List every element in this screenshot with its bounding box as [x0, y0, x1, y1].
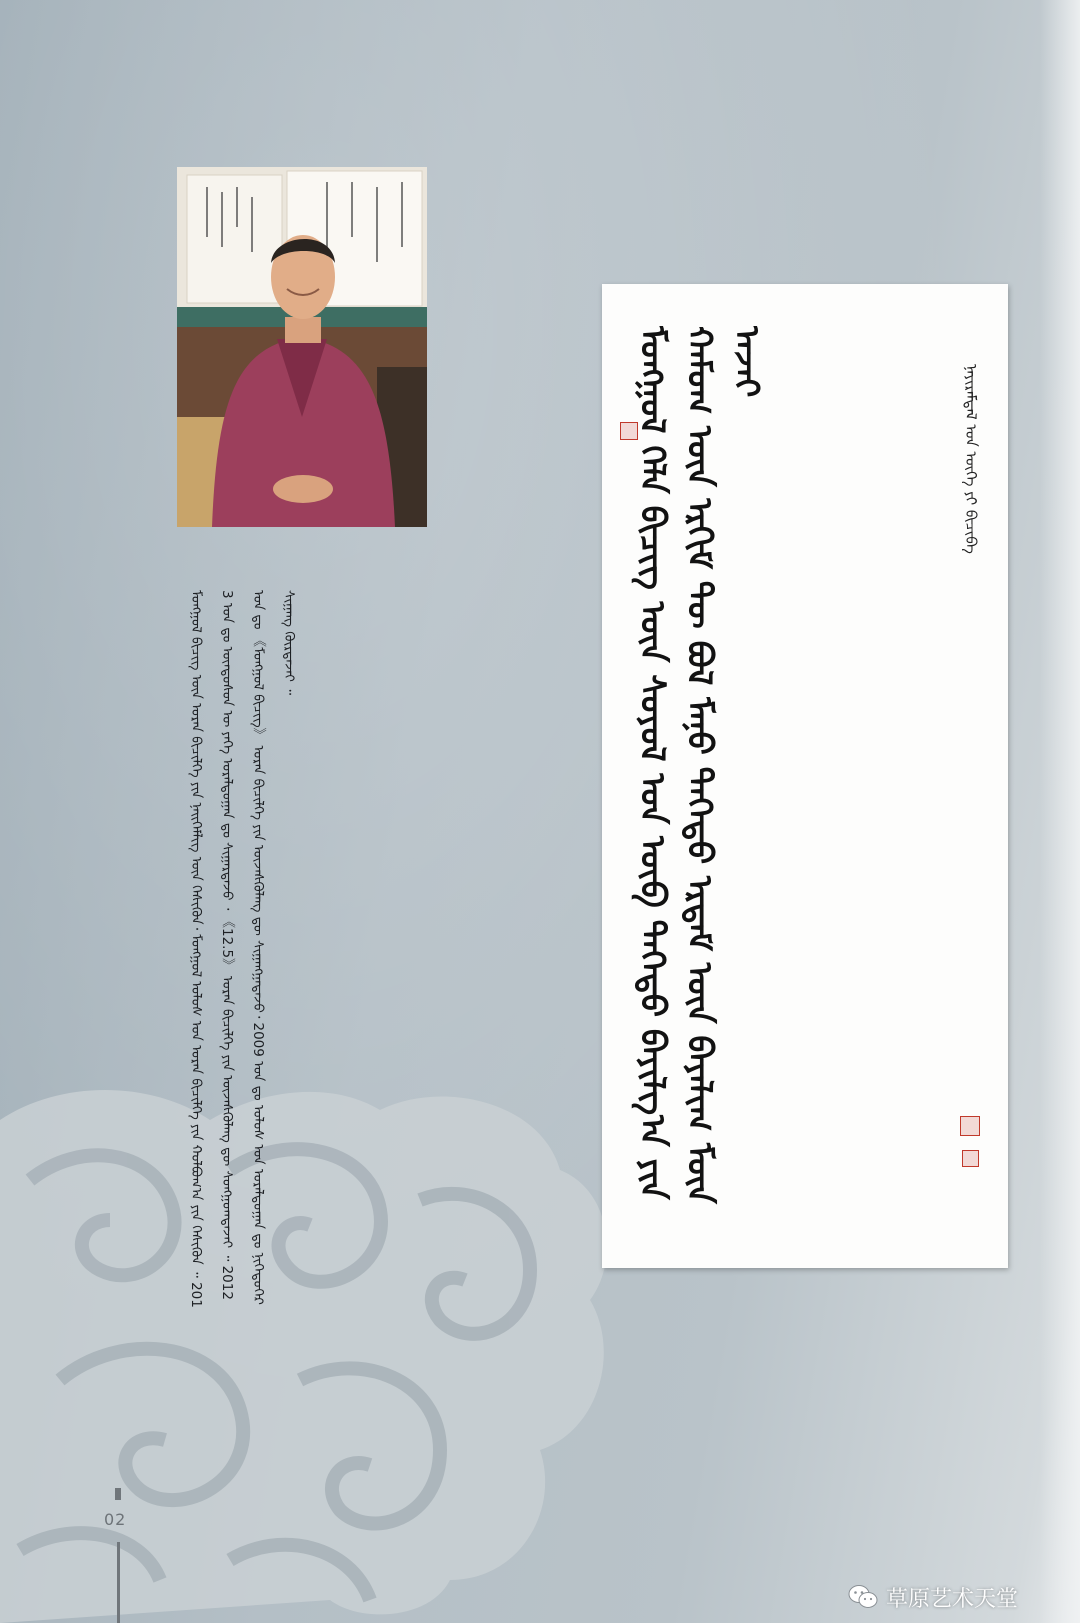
watermark	[848, 1580, 1018, 1614]
article-body: ᠮᠣᠩᠭᠣᠯ ᠪᠢᠴᠢᠭ᠌ ᠦᠨ ᠤᠷᠠᠨ ᠪᠢᠴᠢᠯᠭᠡ ᠶᠢᠨ ᠨᠡᠢᠭᠡᠮᠯᠢᠭ ᠦᠨ ᠭᠡᠰᠢᠭᠦᠨ᠂ ᠮᠣᠩᠭᠣᠯ ᠤᠯᠤᠰ ᠤᠨ ᠤᠷᠠᠨ ᠪᠢᠴᠢᠯᠭᠡ ᠶᠢᠨ ᠬᠣᠯᠪᠣᠭ᠎ᠠ ᠶᠢᠨ ᠭᠡᠰᠢᠭᠦᠨ ᠃ 2013 ᠣᠨ ᠳᠤ ᠦᠨᠳᠦᠰᠦᠨ ᠦ ᠶᠡᠬᠡ ᠤᠷᠠᠯᠳᠤᠭᠠᠨ ᠳᠤ ᠰᠢᠭᠠᠷᠳᠠᠵᠤ ᠂ 《12.5》 ᠤᠷᠠᠨ ᠪᠢᠴᠢᠯᠭᠡ ᠶᠢᠨ ᠦᠵᠡᠰᠬᠦᠯᠡᠩ ᠳᠦ ᠰᠣᠩᠭᠣᠭᠳᠠᠵᠠᠢ ᠃ 2012 ᠣᠨ ᠳᠤ 《ᠮᠣᠩᠭᠣᠯ ᠪᠢᠴᠢᠭ᠌》 ᠤᠷᠠᠨ ᠪᠢᠴᠢᠯᠭᠡ ᠶᠢᠨ ᠦᠵᠡᠰᠬᠦᠯᠡᠩ ᠳᠦ ᠰᠢᠭᠠᠩᠭᠠᠳᠠᠵᠤ᠂ 2009 ᠣᠨ ᠳᠤ ᠤᠯᠤᠰ ᠤᠨ ᠤᠷᠠᠯᠳᠤᠭᠠᠨ ᠳᠤ ᠨᠢᠭᠡᠳᠦᠭᠡᠷ ᠰᠢᠭᠠᠩ ᠬᠦᠷᠲᠡᠵᠡᠢ ᠃	[188, 590, 297, 1308]
seal-stamp-signature	[960, 1116, 980, 1136]
page-number: 02	[104, 1510, 127, 1529]
page-number-rule	[117, 1542, 120, 1623]
calligraphy-colophon: ᠨᠠᠶᠢᠷᠠᠮᠳᠠᠯ ᠤᠨ ᠦᠭᠡ ᠶᠢ ᠪᠢᠴᠢᠪᠡ	[962, 364, 980, 554]
calligraphy-artwork	[602, 284, 1008, 1268]
portrait-photo	[177, 167, 427, 527]
seal-stamp-name	[962, 1150, 979, 1167]
watermark-text: 草原艺术天堂	[886, 1586, 1019, 1612]
wechat-icon	[848, 1584, 878, 1610]
calligraphy-text: ᠮᠣᠩᠭᠣᠯ ᠬᠡᠯᠡ ᠪᠢᠴᠢᠭ᠌ ᠦᠨ ᠰᠣᠶᠣᠯ ᠤᠨ ᠥᠪ ᠳᠡᠭᠡᠳᠦ ᠪᠠᠶᠢᠯᠭ᠎ᠠ ᠶᠢᠨ ᠬᠠᠮᠤᠭ ᠦᠨ ᠡᠷᠬᠢᠮ ᠲᠦ ᠪᠣᠯ ᠮᠠᠨᠤ ᠳᠡᠭᠡᠳᠦ ᠡᠷᠳᠡᠮ ᠦᠨ ᠪᠠᠶᠠᠯᠢᠭ ᠮᠥᠨ ᠠᠵᠠᠢ	[632, 326, 766, 1204]
page-number-marker	[115, 1488, 121, 1500]
page-edge-shadow	[1040, 0, 1080, 1623]
